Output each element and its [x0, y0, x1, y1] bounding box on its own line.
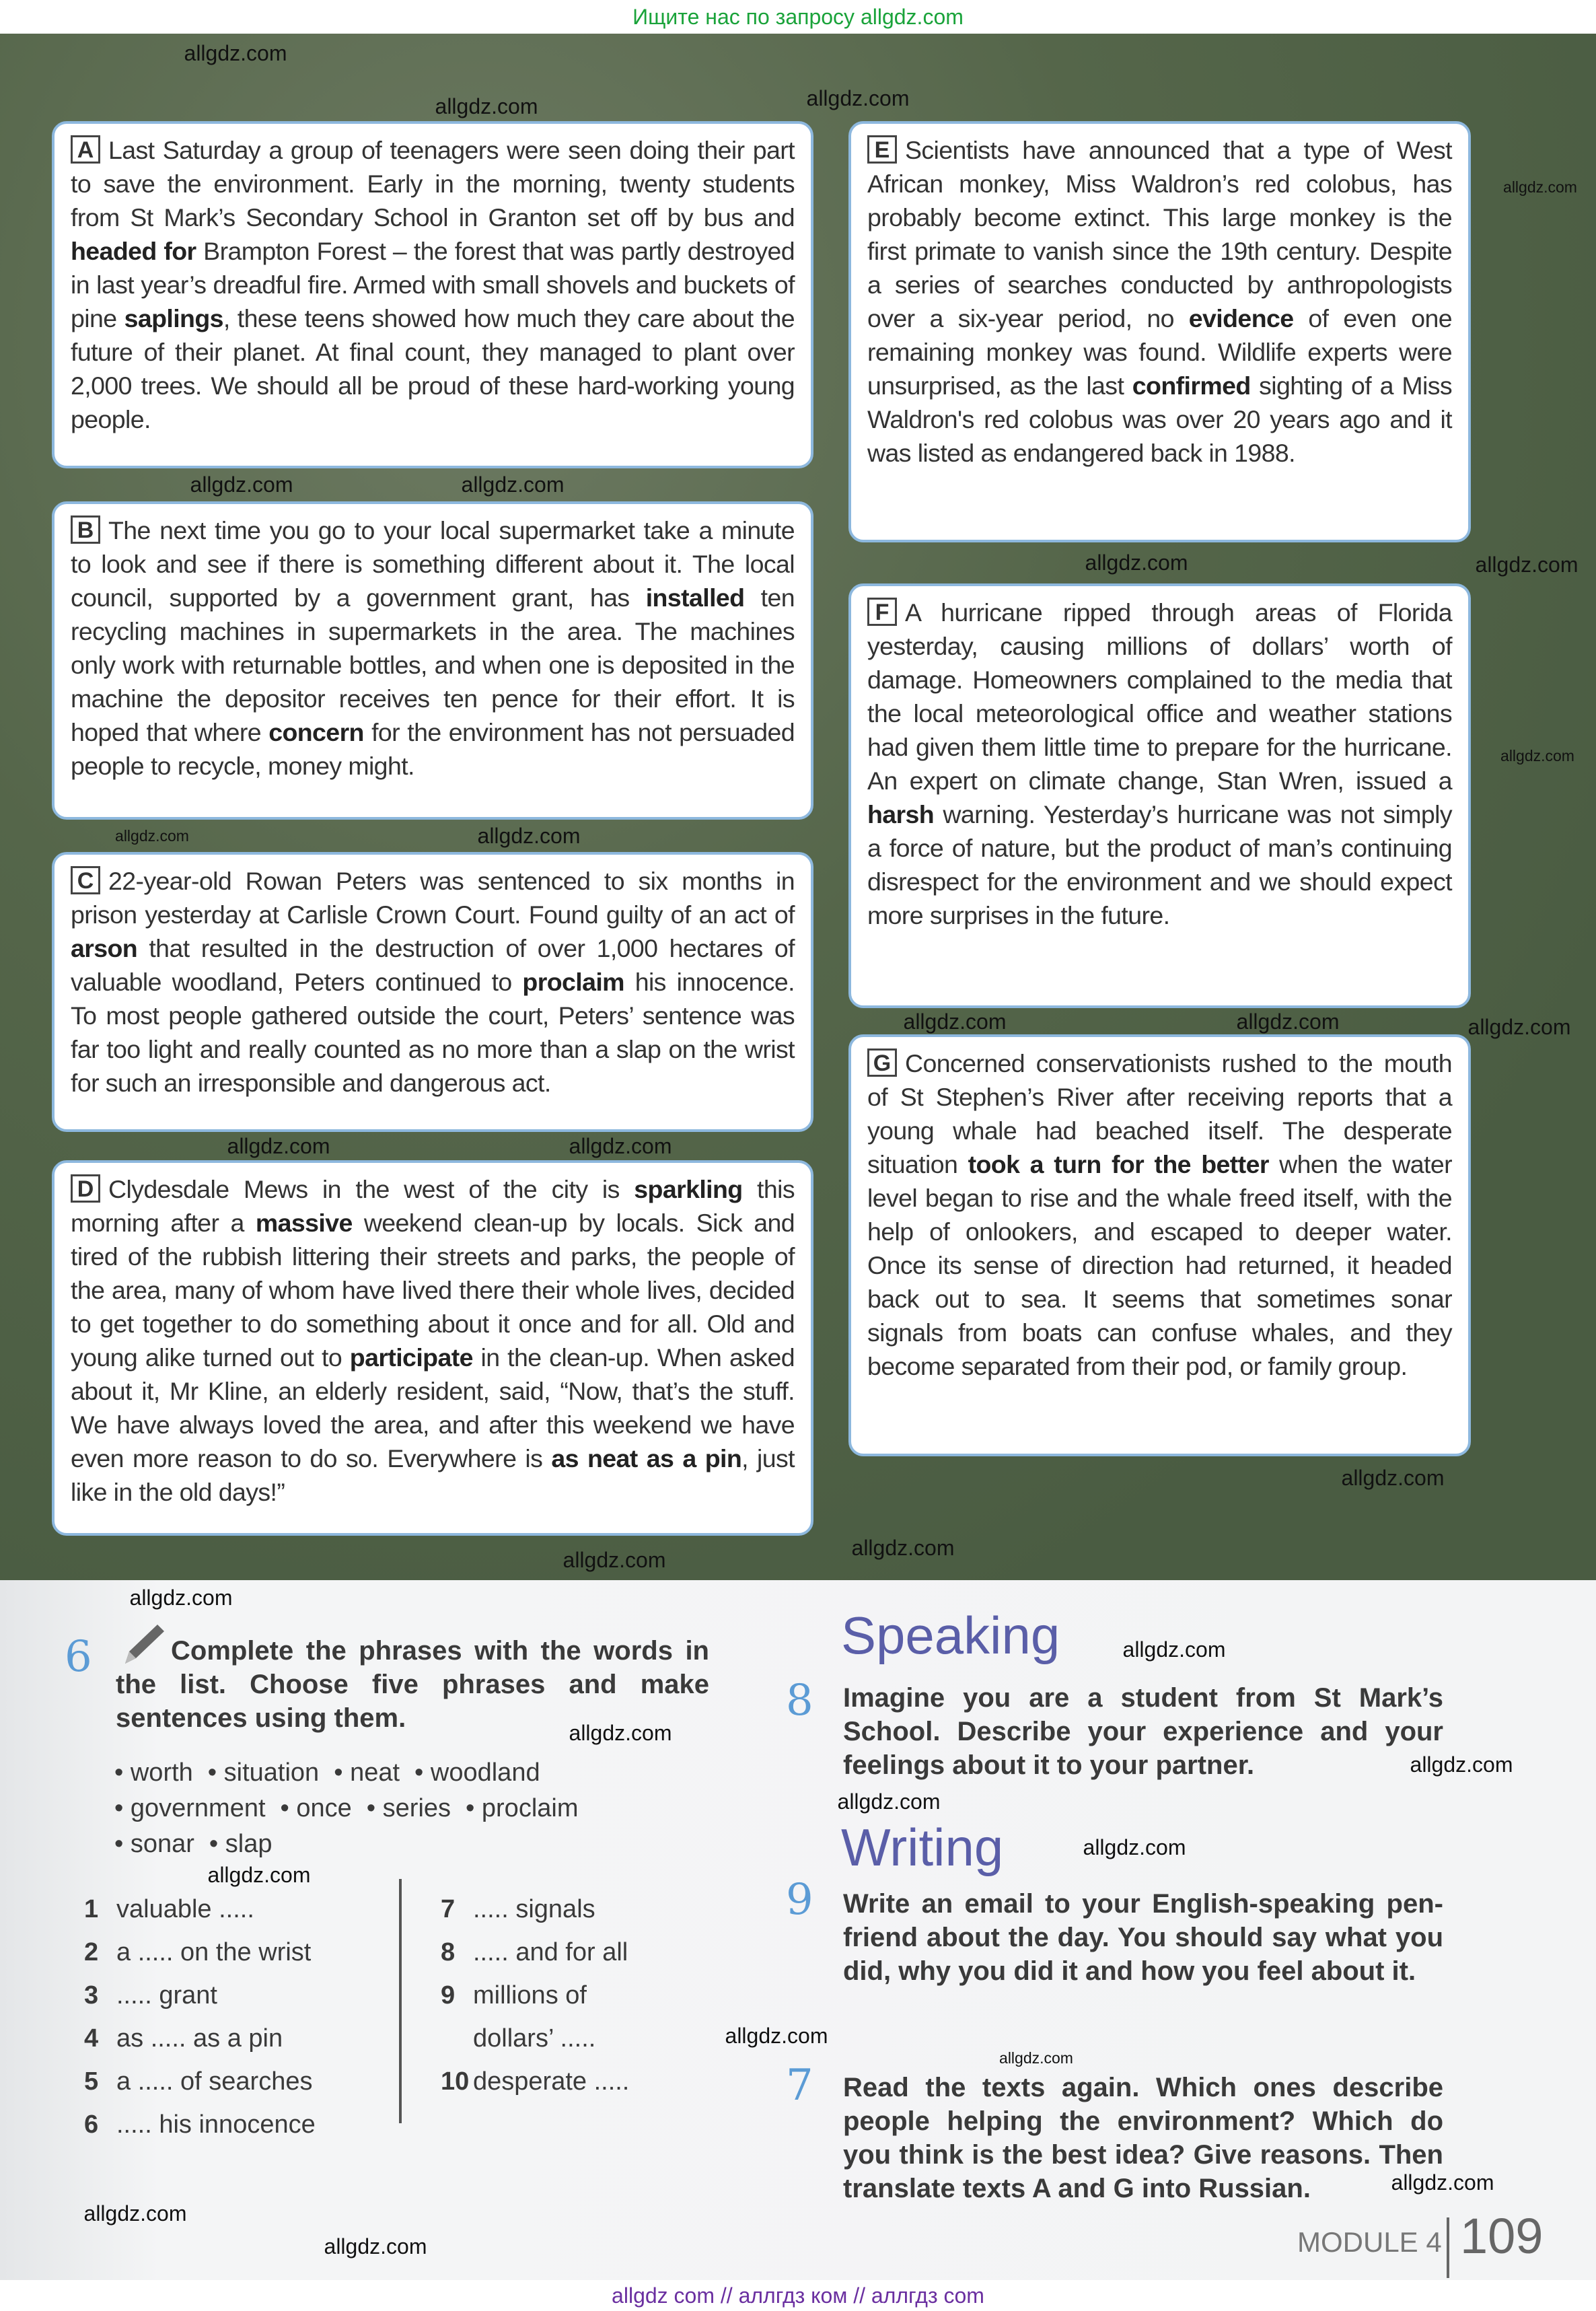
phrase-text: ..... and for all — [473, 1938, 628, 1966]
text-segment: , just like in the old days!” — [71, 1444, 795, 1506]
exercise-6-number: 6 — [65, 1632, 92, 1682]
watermark: allgdz.com — [569, 1134, 672, 1158]
word: • government — [114, 1794, 266, 1822]
watermark: allgdz.com — [1341, 1466, 1445, 1490]
phrase-item — [441, 1888, 595, 1931]
speaking-heading: Speaking — [841, 1606, 1060, 1665]
text-segment: weekend clean-up by locals. Sick and tired of the rubbish littering their streets and parks, the people of the area, many of whom have lived there their whole lives, decided to get together to do something about it once and for all. Old and young alike turned out to — [71, 1209, 795, 1372]
phrase-item — [84, 2017, 283, 2060]
exercise-9-text: Write an email to your English-speaking pen-friend about the day. You should say what you did, why you did it and how you feel about it. — [843, 1889, 1443, 1986]
exercise-9-number: 9 — [786, 1875, 813, 1925]
text-segment: , these teens showed how much they care about the future of their planet. At final count, they managed to plant over 2,000 trees. We should all be proud of these hard-working young people. — [71, 304, 795, 433]
watermark: allgdz.com — [129, 1586, 233, 1610]
watermark: allgdz.com — [851, 1536, 955, 1560]
text-box-a — [52, 121, 813, 468]
phrase-number: 9 — [441, 1981, 456, 2010]
text-label: A — [71, 135, 100, 164]
text-segment: of even one remaining monkey was found. Wildlife experts were unsurprised, as the last — [867, 304, 1453, 400]
word: • slap — [209, 1830, 273, 1858]
watermark: allgdz.com — [1085, 550, 1188, 575]
phrase-text: millions of dollars’ ..... — [473, 1981, 596, 2053]
watermark: allgdz.com — [1467, 1015, 1571, 1039]
watermark: allgdz.com — [563, 1548, 666, 1572]
key-word: headed for — [71, 237, 196, 265]
text-label: E — [867, 135, 897, 164]
watermark: allgdz.com — [1122, 1637, 1226, 1662]
search-banner[interactable]: Ищите нас по запросу allgdz.com — [0, 0, 1596, 34]
watermark: allgdz.com — [1236, 1009, 1340, 1034]
phrase-number: 3 — [84, 1981, 99, 2010]
exercise-8-number: 8 — [786, 1676, 813, 1726]
watermark: allgdz.com — [115, 827, 189, 845]
phrase-item — [441, 1931, 628, 1974]
text-segment: Brampton Forest – the forest that was partly destroyed in last year’s dreadful fire. Armed with small shovels and buckets of pine — [71, 237, 795, 332]
phrase-number: 1 — [84, 1895, 99, 1923]
text-box-c — [52, 852, 813, 1132]
watermark: allgdz.com — [903, 1009, 1007, 1034]
key-word: took a turn for the better — [968, 1150, 1269, 1178]
key-word: confirmed — [1132, 371, 1251, 400]
text-segment: A hurricane ripped through areas of Florida yesterday, causing millions of dollars’ worth of damage. Homeowners complained to the media that the local meteorological office and weather stations had given them little time to prepare for the hurricane. An expert on climate change, Stan Wren, issued a — [867, 598, 1452, 795]
text-segment: in the clean-up. When asked about it, Mr Kline, an elderly resident, said, “Now, that’s the stuff. We have always loved the area, and after this weekend we have even more reason to do so. Everywhere is — [71, 1343, 795, 1472]
phrase-text: desperate ..... — [473, 2067, 630, 2096]
text-segment: ten recycling machines in supermarkets in the area. The machines only work with returnable bottles, and when one is deposited in the machine the depositor receives ten pence for their effort. It is hoped that where — [71, 583, 795, 746]
text-box-f — [848, 583, 1471, 1008]
word: • situation — [207, 1758, 320, 1787]
watermark: allgdz.com — [324, 2234, 427, 2259]
watermark: allgdz.com — [1500, 747, 1574, 765]
phrase-text: ..... grant — [116, 1981, 217, 2010]
watermark: allgdz.com — [1410, 1752, 1513, 1777]
phrase-item — [441, 2060, 629, 2103]
module-label: MODULE 4 — [1297, 2226, 1442, 2258]
phrase-text: a ..... of searches — [116, 2067, 313, 2096]
phrase-text: a ..... on the wrist — [116, 1938, 312, 1966]
watermark: allgdz.com — [1503, 178, 1577, 196]
text-label: B — [71, 515, 100, 544]
watermark: allgdz.com — [725, 2024, 828, 2048]
key-word: evidence — [1188, 304, 1294, 332]
text-label: C — [71, 866, 100, 894]
text-label: F — [867, 598, 897, 626]
key-word: concern — [268, 718, 364, 746]
phrase-text: as ..... as a pin — [116, 2024, 283, 2053]
word: • once — [280, 1794, 352, 1822]
key-word: participate — [349, 1343, 473, 1372]
word: • woodland — [414, 1758, 540, 1787]
text-segment: his innocence. To most people gathered outside the court, Peters’ sentence was far too light and really counted as no more than a slap on the wrist for such an irresponsible and dangerous act. — [71, 968, 795, 1097]
watermark: allgdz.com — [83, 2201, 187, 2226]
page-number: 109 — [1460, 2208, 1544, 2264]
phrase-number: 10 — [441, 2067, 470, 2096]
text-segment: The next time you go to your local supermarket take a minute to look and see if there is something different about it. The local council, supported by a government grant, has — [71, 516, 795, 612]
key-word: harsh — [867, 800, 935, 828]
word: • proclaim — [466, 1794, 579, 1822]
text-segment: this morning after a — [71, 1175, 795, 1237]
key-word: as neat as a pin — [551, 1444, 742, 1472]
watermark: allgdz.com — [207, 1863, 311, 1887]
exercise-6-instruction: Complete the phrases with the words in the list. Choose five phrases and make sentences using them. — [116, 1636, 709, 1733]
watermark: allgdz.com — [999, 2049, 1073, 2067]
text-segment: that resulted in the destruction of over 1,000 hectares of valuable woodland, Peters continued to — [71, 934, 795, 996]
watermark: allgdz.com — [837, 1789, 941, 1814]
column-divider — [399, 1879, 402, 2123]
text-segment: Concerned conservationists rushed to the mouth of St Stephen’s River after receiving reports that a young whale had beached itself. The desperate situation — [867, 1049, 1452, 1178]
text-label: G — [867, 1048, 897, 1077]
key-word: proclaim — [522, 968, 624, 996]
phrase-item — [84, 2060, 312, 2103]
text-segment: when the water level began to rise and the whale freed itself, with the help of onlookers, and escaped to deeper water. Once its sense of direction had returned, it headed back out to sea. It seems that sometimes sonar signals from boats can confuse whales, and they become separated from their pod, or family group. — [867, 1150, 1453, 1380]
phrase-item — [84, 2103, 316, 2146]
page-divider — [1447, 2217, 1449, 2278]
text-box-b — [52, 501, 813, 820]
word: • worth — [114, 1758, 193, 1787]
phrase-item — [84, 1888, 254, 1931]
text-segment: 22-year-old Rowan Peters was sentenced to six months in prison yesterday at Carlisle Crown Court. Found guilty of an act of — [71, 867, 795, 929]
key-word: massive — [255, 1209, 353, 1237]
phrase-number: 2 — [84, 1938, 99, 1966]
phrase-number: 8 — [441, 1938, 456, 1966]
text-box-g — [848, 1034, 1471, 1456]
watermark: allgdz.com — [1083, 1835, 1186, 1859]
phrase-number: 4 — [84, 2024, 99, 2053]
word-list — [114, 1755, 593, 1862]
phrase-item — [441, 1974, 643, 2060]
word: • series — [366, 1794, 451, 1822]
phrase-number: 6 — [84, 2110, 99, 2139]
watermark: allgdz.com — [227, 1134, 330, 1158]
watermark: allgdz.com — [477, 824, 581, 848]
text-box-e — [848, 121, 1471, 542]
word: • neat — [334, 1758, 400, 1787]
footer-links[interactable]: allgdz com // аллгдз ком // аллгдз com — [0, 2280, 1596, 2311]
phrase-item — [84, 1974, 217, 2017]
phrase-text: ..... signals — [473, 1895, 595, 1923]
phrase-number: 7 — [441, 1895, 456, 1923]
text-segment: Scientists have announced that a type of West African monkey, Miss Waldron’s red colobus, has probably become extinct. This large monkey is the first primate to vanish since the 19th century. Despite a series of searches conducted by anthropologists over a six-year period, no — [867, 136, 1452, 332]
watermark: allgdz.com — [1391, 2170, 1494, 2195]
text-label: D — [71, 1174, 100, 1203]
watermark: allgdz.com — [569, 1721, 672, 1745]
watermark: allgdz.com — [461, 472, 565, 497]
watermark: allgdz.com — [1475, 553, 1579, 577]
watermark: allgdz.com — [190, 472, 293, 497]
text-segment: for the environment has not persuaded people to recycle, money might. — [71, 718, 795, 780]
writing-heading: Writing — [841, 1818, 1004, 1877]
exercise-7-text: Read the texts again. Which ones describe people helping the environment? Which do you think is the best idea? Give reasons. Then translate texts A and G into Russian. — [843, 2073, 1443, 2203]
watermark: allgdz.com — [806, 86, 910, 110]
exercise-7-number: 7 — [786, 2061, 813, 2110]
text-segment: Clydesdale Mews in the west of the city is — [108, 1175, 634, 1203]
phrase-number: 5 — [84, 2067, 99, 2096]
text-segment: warning. Yesterday’s hurricane was not simply a force of nature, but the product of man’s continuing disrespect for the environment and we should expect more surprises in the future. — [867, 800, 1452, 929]
phrase-text: valuable ..... — [116, 1895, 254, 1923]
word: • sonar — [114, 1830, 194, 1858]
watermark: allgdz.com — [184, 41, 287, 65]
text-segment: sighting of a Miss Waldron's red colobus was over 20 years ago and it was listed as endangered back in 1988. — [867, 371, 1452, 467]
phrase-item — [84, 1931, 311, 1974]
text-segment: Last Saturday a group of teenagers were seen doing their part to save the environment. Early in the morning, twenty students from St Mark’s Secondary School in Granton set off by bus and — [71, 136, 795, 232]
text-box-d — [52, 1160, 813, 1536]
key-word: saplings — [124, 304, 223, 332]
exercise-8-text: Imagine you are a student from St Mark’s School. Describe your experience and your feelings about it to your partner. — [843, 1683, 1443, 1780]
key-word: arson — [71, 934, 138, 962]
phrase-text: ..... his innocence — [116, 2110, 316, 2139]
watermark: allgdz.com — [435, 94, 538, 118]
key-word: sparkling — [634, 1175, 743, 1203]
key-word: installed — [645, 583, 745, 612]
